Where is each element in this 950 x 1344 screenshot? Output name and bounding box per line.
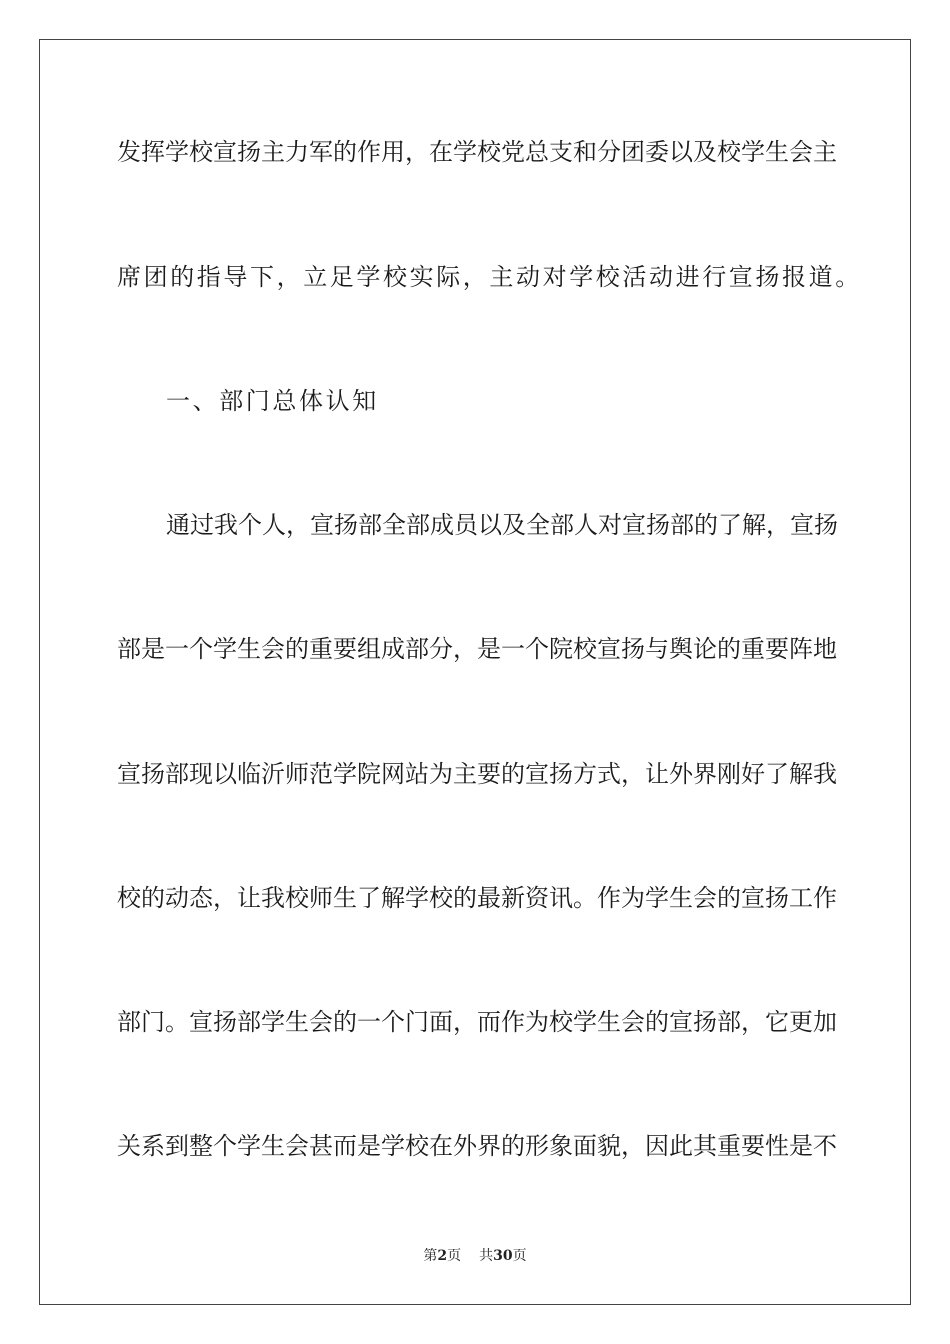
body-line-3: 通过我个人，宣扬部全部成员以及全部人对宣扬部的了解，宣扬 xyxy=(166,511,838,539)
body-line-5: 宣扬部现以临沂师范学院网站为主要的宣扬方式，让外界刚好了解我 xyxy=(117,760,837,788)
body-line-1: 发挥学校宣扬主力军的作用，在学校党总支和分团委以及校学生会主 xyxy=(117,138,837,166)
page-border xyxy=(39,39,911,1305)
section-heading: 一、部门总体认知 xyxy=(166,387,379,415)
body-line-2: 席团的指导下，立足学校实际，主动对学校活动进行宣扬报道。 xyxy=(117,263,862,291)
footer-page-suffix: 页 xyxy=(447,1248,462,1264)
footer-total-prefix: 共 xyxy=(479,1248,494,1264)
body-line-6: 校的动态，让我校师生了解学校的最新资讯。作为学生会的宣扬工作 xyxy=(117,884,837,912)
footer-page-number: 2 xyxy=(437,1248,448,1264)
page-footer xyxy=(0,1247,950,1265)
body-line-4: 部是一个学生会的重要组成部分，是一个院校宣扬与舆论的重要阵地 xyxy=(117,635,837,663)
body-line-7: 部门。宣扬部学生会的一个门面，而作为校学生会的宣扬部，它更加 xyxy=(117,1008,837,1036)
body-line-8: 关系到整个学生会甚而是学校在外界的形象面貌，因此其重要性是不 xyxy=(117,1132,837,1160)
footer-total-suffix: 页 xyxy=(512,1248,527,1264)
footer-page-prefix: 第 xyxy=(423,1248,438,1264)
footer-total-pages: 30 xyxy=(493,1248,513,1264)
